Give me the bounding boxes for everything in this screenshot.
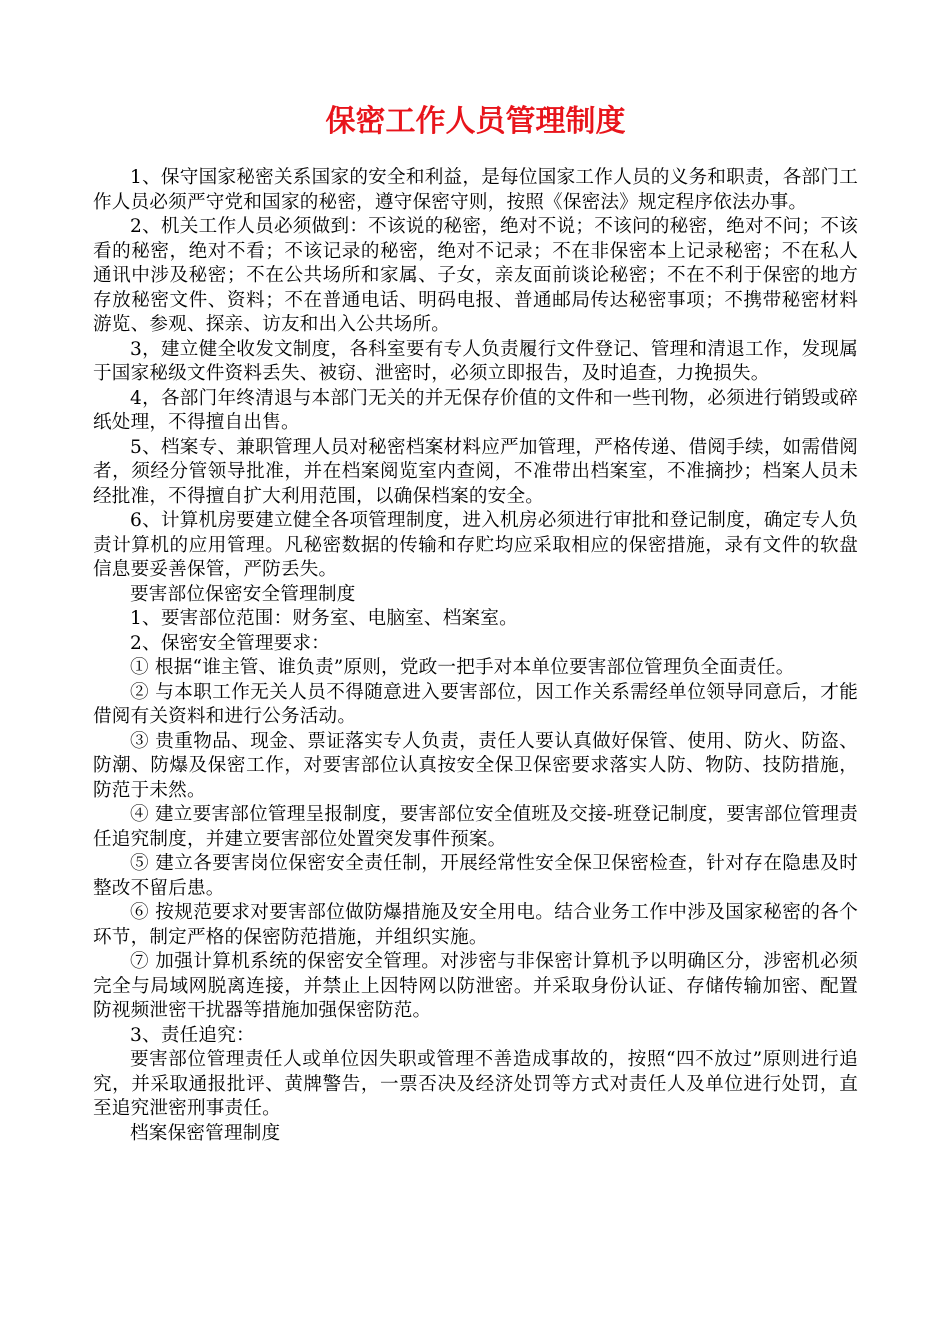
paragraph: ② 与本职工作无关人员不得随意进入要害部位，因工作关系需经单位领导同意后，才能借阅有关资料和进行公务活动。 [93,681,858,727]
paragraph: ⑥ 按规范要求对要害部位做防爆措施及安全用电。结合业务工作中涉及国家秘密的各个环节，制定严格的保密防范措施，并组织实施。 [93,902,858,948]
paragraph: ⑦ 加强计算机系统的保密安全管理。对涉密与非保密计算机予以明确区分，涉密机必须完全与局域网脱离连接，并禁止上因特网以防泄密。并采取身份认证、存储传输加密、配置防视频泄密干扰器等措施加强保密防范。 [93,951,858,1021]
paragraph: 2、保密安全管理要求： [130,632,330,654]
paragraph: 要害部位管理责任人或单位因失职或管理不善造成事故的，按照“四不放过”原则进行追究，并采取通报批评、黄牌警告，一票否决及经济处罚等方式对责任人及单位进行处罚，直至追究泄密刑事责任。 [93,1049,858,1119]
paragraph: 3、责任追究： [130,1024,255,1046]
document-page [93,100,858,1146]
document-body [93,166,858,1146]
paragraph: ① 根据“谁主管、谁负责”原则，党政一把手对本单位要害部位管理负全面责任。 [130,657,795,678]
paragraph: 3，建立健全收发文制度，各科室要有专人负责履行文件登记、管理和清退工作，发现属于国家秘级文件资料丢失、被窃、泄密时，必须立即报告，及时追查，力挽损失。 [93,338,858,384]
section-heading: 要害部位保密安全管理制度 [130,583,356,605]
paragraph: 2、机关工作人员必须做到：不该说的秘密，绝对不说；不该问的秘密，绝对不问；不该看的秘密，绝对不看；不该记录的秘密，绝对不记录；不在非保密本上记录秘密；不在私人通讯中涉及秘密；不在公共场所和家属、子女，亲友面前谈论秘密；不在不利于保密的地方存放秘密文件、资料；不在普通电话、明码电报、普通邮局传达秘密事项；不携带秘密材料游览、参观、探亲、访友和出入公共场所。 [93,216,858,335]
document-title: 保密工作人员管理制度 [325,104,626,139]
paragraph: ⑤ 建立各要害岗位保密安全责任制，开展经常性安全保卫保密检查，针对存在隐患及时整改不留后患。 [93,853,858,899]
paragraph: ④ 建立要害部位管理呈报制度，要害部位安全值班及交接-班登记制度，要害部位管理责任追究制度，并建立要害部位处置突发事件预案。 [93,804,858,850]
paragraph: 4，各部门年终清退与本部门无关的并无保存价值的文件和一些刊物，必须进行销毁或碎纸处理，不得擅自出售。 [93,387,858,433]
paragraph: 5、档案专、兼职管理人员对秘密档案材料应严加管理，严格传递、借阅手续，如需借阅者，须经分管领导批准，并在档案阅览室内查阅，不准带出档案室，不准摘抄；档案人员未经批准，不得擅自扩大利用范围，以确保档案的安全。 [93,436,858,507]
paragraph: 6、计算机房要建立健全各项管理制度，进入机房必须进行审批和登记制度，确定专人负责计算机的应用管理。凡秘密数据的传输和存贮均应采取相应的保密措施，录有文件的软盘信息要妥善保管，严防丢失。 [93,510,858,580]
section-heading: 档案保密管理制度 [130,1122,281,1144]
paragraph: 1、要害部位范围：财务室、电脑室、档案室。 [130,608,518,629]
paragraph: ③ 贵重物品、现金、票证落实专人负责，责任人要认真做好保管、使用、防火、防盗、防潮、防爆及保密工作，对要害部位认真按安全保卫保密要求落实人防、物防、技防措施，防范于未然。 [93,730,858,801]
paragraph: 1、保守国家秘密关系国家的安全和利益，是每位国家工作人员的义务和职责，各部门工作人员必须严守党和国家的秘密，遵守保密守则，按照《保密法》规定程序依法办事。 [93,167,858,213]
